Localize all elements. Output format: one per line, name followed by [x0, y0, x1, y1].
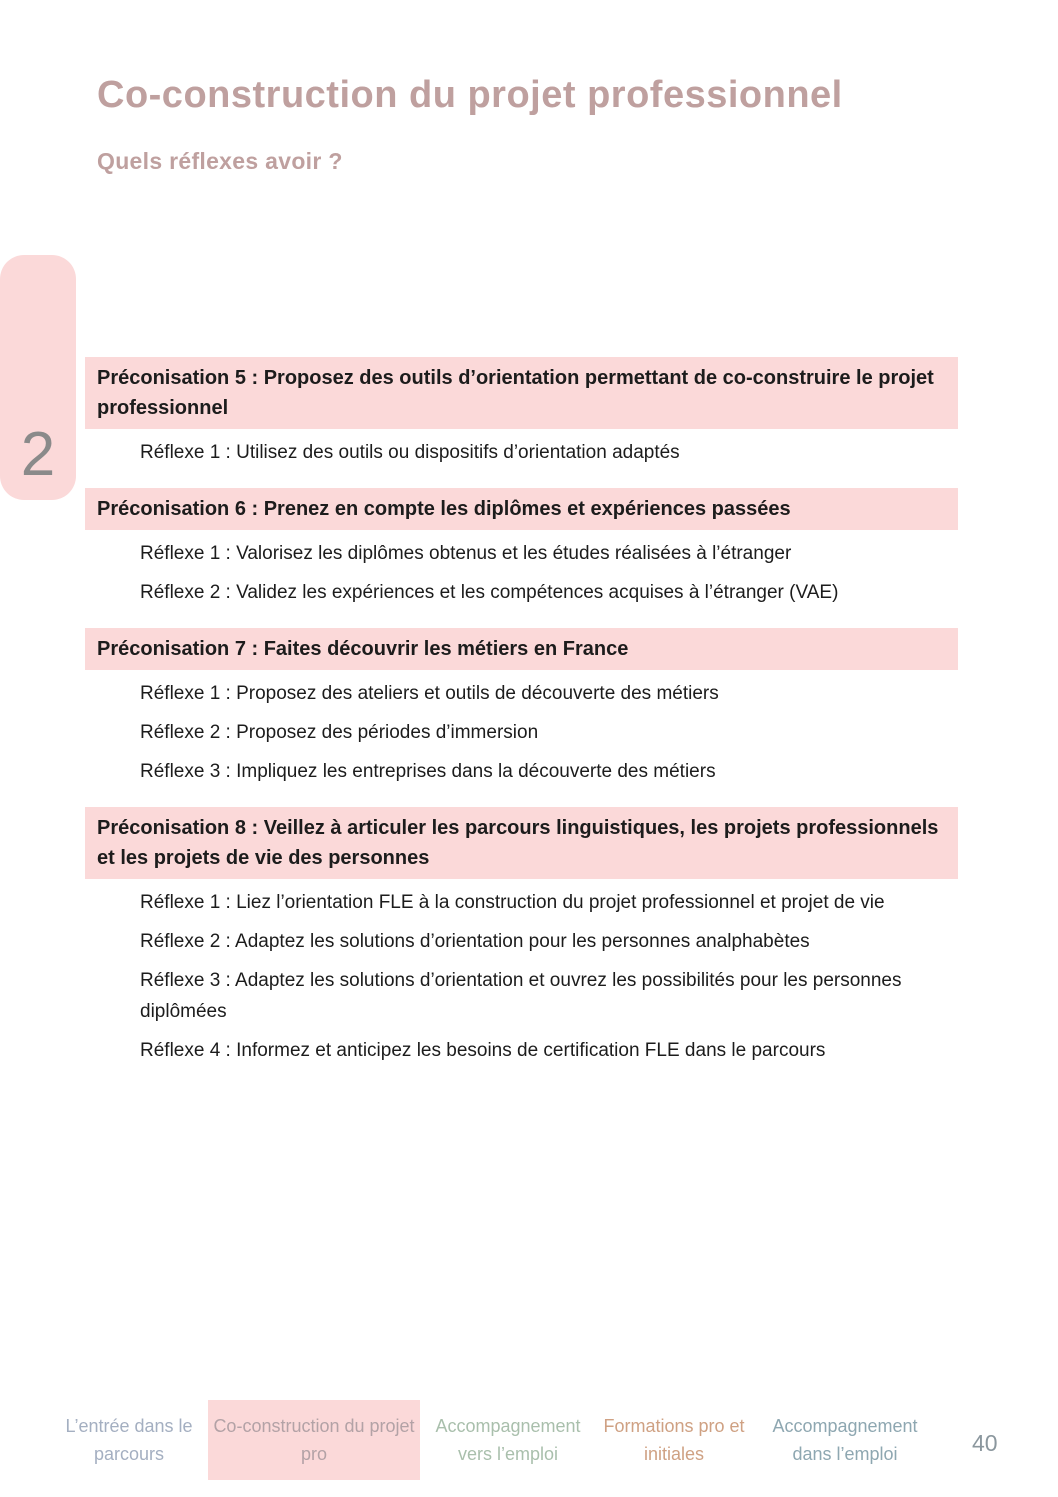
preconisation-section — [85, 628, 958, 787]
footer-nav-item-co-construction-projet-pro[interactable] — [208, 1400, 420, 1480]
reflexe-item: Réflexe 1 : Proposez des ateliers et outils de découverte des métiers — [140, 683, 719, 704]
preconisation-section — [85, 807, 958, 1066]
footer-nav-item-accompagnement-dans-emploi[interactable] — [752, 1412, 938, 1468]
preconisation-section — [85, 488, 958, 608]
page-subtitle: Quels réflexes avoir ? — [97, 148, 343, 174]
reflexe-item: Réflexe 2 : Validez les expériences et les compétences acquises à l’étranger (VAE) — [140, 582, 839, 603]
footer-nav-label: Accompagnement vers l’emploi — [435, 1416, 581, 1464]
footer-nav-label: Accompagnement dans l’emploi — [772, 1416, 918, 1464]
footer-nav-label: L’entrée dans le parcours — [65, 1416, 193, 1464]
preconisation-section — [85, 357, 958, 468]
preconisation-heading: Préconisation 8 : Veillez à articuler les parcours linguistiques, les projets professionnels et les projets de vie des personnes — [85, 807, 958, 879]
chapter-number: 2 — [20, 420, 56, 489]
reflexe-item: Réflexe 2 : Proposez des périodes d’immersion — [140, 722, 539, 743]
reflexe-item: Réflexe 4 : Informez et anticipez les besoins de certification FLE dans le parcours — [140, 1040, 826, 1061]
reflexe-item: Réflexe 1 : Liez l’orientation FLE à la construction du projet professionnel et projet de vie — [140, 892, 885, 913]
footer-nav-item-formations-pro-initiales[interactable] — [596, 1412, 752, 1468]
reflexe-item: Réflexe 1 : Utilisez des outils ou dispositifs d’orientation adaptés — [140, 442, 680, 463]
footer-nav — [50, 1400, 938, 1480]
preconisation-heading: Préconisation 7 : Faites découvrir les métiers en France — [85, 628, 958, 670]
footer-nav-item-entree-parcours[interactable] — [50, 1412, 208, 1468]
preconisation-heading: Préconisation 5 : Proposez des outils d’orientation permettant de co-construire le projet professionnel — [85, 357, 958, 429]
reflexe-item: Réflexe 2 : Adaptez les solutions d’orientation pour les personnes analphabètes — [140, 931, 810, 952]
recommendations-list — [85, 357, 958, 1086]
footer-nav-item-accompagnement-vers-emploi[interactable] — [420, 1412, 596, 1468]
page-number: 40 — [972, 1430, 998, 1456]
reflexe-item: Réflexe 1 : Valorisez les diplômes obtenus et les études réalisées à l’étranger — [140, 543, 792, 564]
footer-nav-label: Formations pro et initiales — [603, 1416, 745, 1464]
page-title: Co-construction du projet professionnel — [97, 74, 843, 116]
footer-nav-label: Co-construction du projet pro — [213, 1416, 415, 1464]
preconisation-heading: Préconisation 6 : Prenez en compte les diplômes et expériences passées — [85, 488, 958, 530]
reflexe-item: Réflexe 3 : Adaptez les solutions d’orientation et ouvrez les possibilités pour les personnes diplômées — [140, 970, 902, 1022]
chapter-side-tab — [0, 255, 76, 500]
reflexe-item: Réflexe 3 : Impliquez les entreprises dans la découverte des métiers — [140, 761, 716, 782]
